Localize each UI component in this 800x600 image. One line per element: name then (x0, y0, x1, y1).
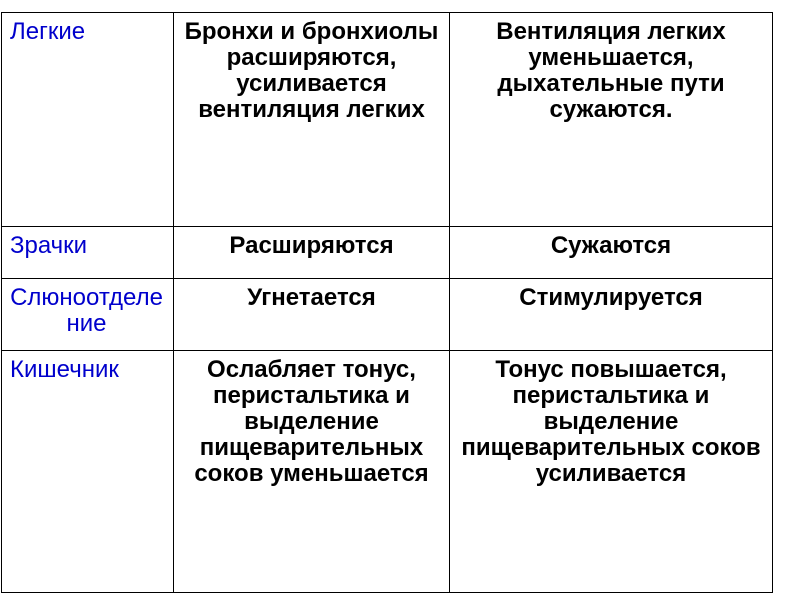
table-row-pupils (2, 227, 773, 279)
parasympathetic-effect-cell: Стимулируется (450, 279, 773, 351)
sympathetic-effect-cell: Ослабляет тонус, перистальтика и выделение пищеварительных соков уменьшается (174, 351, 450, 593)
organ-cell: Легкие (2, 13, 174, 227)
parasympathetic-effect-cell: Вентиляция легких уменьшается, дыхательные пути сужаются. (450, 13, 773, 227)
sympathetic-effect-cell: Расширяются (174, 227, 450, 279)
parasympathetic-effect-cell: Сужаются (450, 227, 773, 279)
sympathetic-effect-cell: Угнетается (174, 279, 450, 351)
organ-cell: Зрачки (2, 227, 174, 279)
organ-cell: Кишечник (2, 351, 174, 593)
table-row-lungs (2, 13, 773, 227)
organ-cell: Слюноотделение (2, 279, 174, 351)
sympathetic-effect-cell: Бронхи и бронхиолы расширяются, усиливается вентиляция легких (174, 13, 450, 227)
comparison-table (1, 12, 773, 593)
table-row-salivation (2, 279, 773, 351)
table-row-intestine (2, 351, 773, 593)
parasympathetic-effect-cell: Тонус повышается, перистальтика и выделение пищеварительных соков усиливается (450, 351, 773, 593)
